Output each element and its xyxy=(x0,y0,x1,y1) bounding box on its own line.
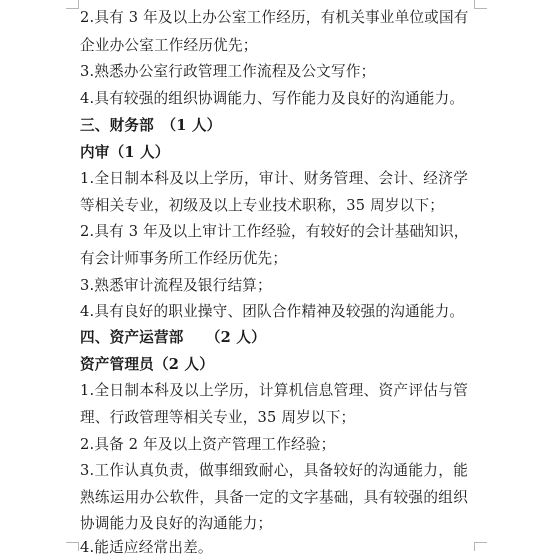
paragraph-line: 3.工作认真负责，做事细致耐心，具备较好的沟通能力，能 xyxy=(80,462,468,479)
paragraph-line: 1.全日制本科及以上学历，计算机信息管理、资产评估与管 xyxy=(80,382,468,399)
paragraph-line: 等相关专业，初级及以上专业技术职称，35 周岁以下； xyxy=(80,197,445,214)
paragraph-line: 3.熟悉审计流程及银行结算； xyxy=(80,277,272,294)
position-heading: 资产管理员（2 人） xyxy=(80,356,214,373)
paragraph-line: 2.具有 3 年及以上审计工作经验，有较好的会计基础知识， xyxy=(80,223,469,240)
margin-corner-mark xyxy=(474,0,487,9)
paragraph-line: 企业办公室工作经历优先； xyxy=(80,37,258,54)
paragraph-line: 1.全日制本科及以上学历，审计、财务管理、会计、经济学 xyxy=(80,170,468,187)
paragraph-line: 2.具备 2 年及以上资产管理工作经验； xyxy=(80,436,336,453)
paragraph-line: 4.具有较强的组织协调能力、写作能力及良好的沟通能力。 xyxy=(80,90,465,107)
paragraph-line: 协调能力及良好的沟通能力； xyxy=(80,515,273,532)
paragraph-line: 2.具有 3 年及以上办公室工作经历，有机关事业单位或国有 xyxy=(80,9,469,26)
paragraph-line: 3.熟悉办公室行政管理工作流程及公文写作； xyxy=(80,63,376,80)
section-heading: 三、财务部 （1 人） xyxy=(80,117,222,134)
margin-corner-mark xyxy=(66,0,79,9)
section-heading: 四、资产运营部 （2 人） xyxy=(80,329,266,346)
paragraph-line: 4.能适应经常出差。 xyxy=(80,539,213,556)
paragraph-line: 熟练运用办公软件，具备一定的文字基础，具有较强的组织 xyxy=(80,489,468,506)
position-heading: 内审（1 人） xyxy=(80,144,170,161)
paragraph-line: 4.具有良好的职业操守、团队合作精神及较强的沟通能力。 xyxy=(80,303,465,320)
paragraph-line: 理、行政管理等相关专业，35 周岁以下； xyxy=(80,409,356,426)
paragraph-line: 有会计师事务所工作经历优先； xyxy=(80,250,288,267)
